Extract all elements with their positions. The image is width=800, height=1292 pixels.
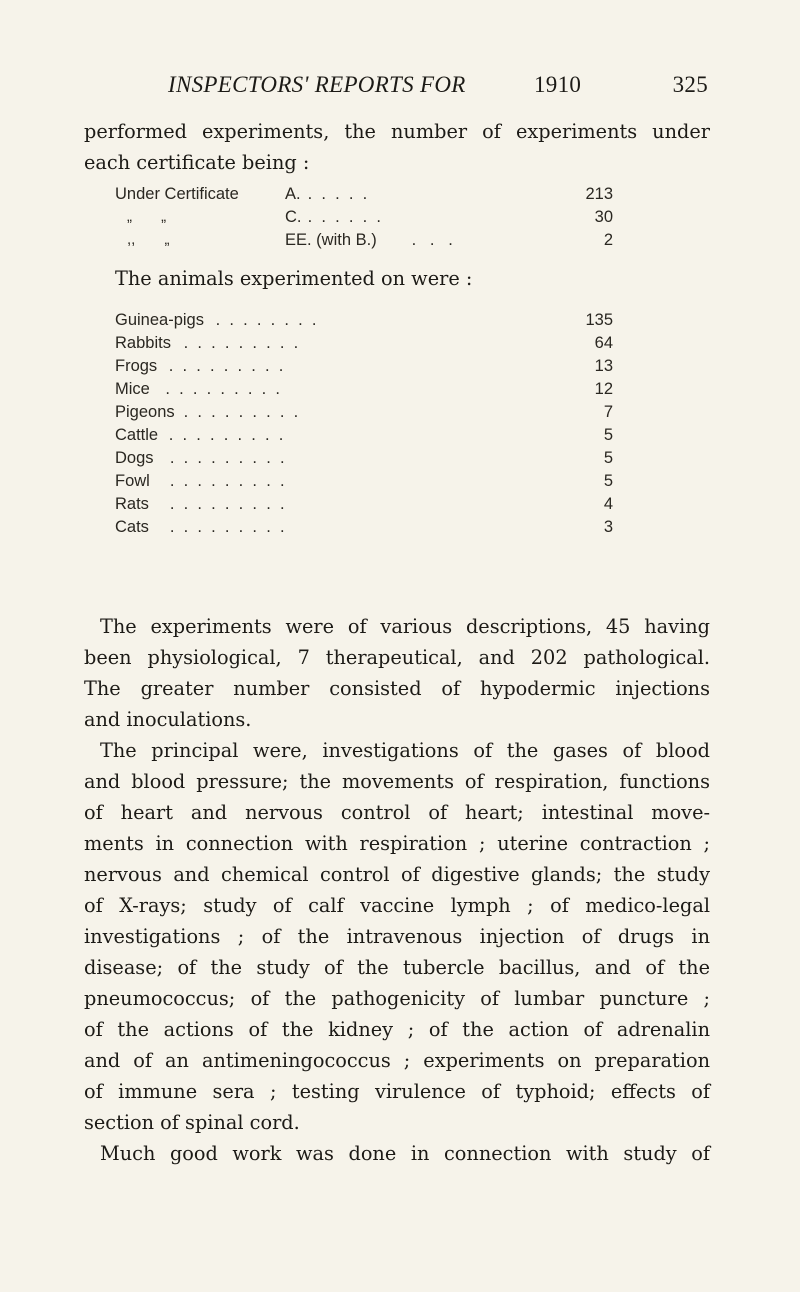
leader-dots: . . . . . . <box>303 208 381 226</box>
animal-count: 64 <box>594 334 613 352</box>
animal-row <box>115 403 613 426</box>
certificate-table <box>115 185 613 254</box>
leader-dots: . . . . . . . . . <box>147 495 285 513</box>
paragraph-line: The principal were, investigations of the gases of blood <box>100 739 710 762</box>
certificate-count: 30 <box>594 208 613 226</box>
animal-name: Rabbits <box>115 334 171 352</box>
certificate-count: 2 <box>603 231 613 249</box>
paragraph-line: section of spinal cord. <box>84 1111 300 1134</box>
animal-row <box>115 426 613 449</box>
animals-heading: The animals experimented on were : <box>115 267 473 290</box>
animal-row <box>115 518 613 541</box>
paragraph-line: of the actions of the kidney ; of the action of adrenalin <box>84 1018 710 1041</box>
ditto-marks: „ „ <box>127 208 167 225</box>
paragraph-line: and inoculations. <box>84 708 252 731</box>
animal-name: Mice <box>115 380 150 398</box>
animal-count: 135 <box>585 311 613 329</box>
header-year: 1910 <box>534 72 582 97</box>
animal-count: 3 <box>603 518 613 536</box>
leader-dots: . . . . . . . . <box>211 311 317 329</box>
running-header <box>168 72 708 108</box>
animal-name: Rats <box>115 495 149 513</box>
animal-name: Cats <box>115 518 149 536</box>
animal-count: 12 <box>594 380 613 398</box>
paragraph-line: of immune sera ; testing virulence of typhoid; effects of <box>84 1080 710 1103</box>
paragraph-line: nervous and chemical control of digestive glands; the study <box>84 863 710 886</box>
certificate-label: C. <box>285 208 302 226</box>
intro-line-1: performed experiments, the number of experiments under <box>84 120 710 143</box>
animal-row <box>115 449 613 472</box>
animal-count: 7 <box>603 403 613 421</box>
animal-count: 13 <box>594 357 613 375</box>
paragraph-line: disease; of the study of the tubercle bacillus, and of the <box>84 956 710 979</box>
animal-name: Pigeons <box>115 403 175 421</box>
paragraph-line: been physiological, 7 therapeutical, and 202 pathological. <box>84 646 710 669</box>
leader-dots: . . . . . . . . . <box>179 334 299 352</box>
certificate-row <box>115 231 613 254</box>
leader-dots: . . . . . . . . . <box>179 403 299 421</box>
leader-dots: . . . . . . . . . <box>147 449 285 467</box>
paragraph-line: and blood pressure; the movements of respiration, functions <box>84 770 710 793</box>
paragraph-line: Much good work was done in connection with study of <box>100 1142 710 1165</box>
leader-dots: . . . . . <box>303 185 368 203</box>
animal-name: Fowl <box>115 472 150 490</box>
paragraph-line: of X-rays; study of calf vaccine lymph ; of medico-legal <box>84 894 710 917</box>
animal-row <box>115 472 613 495</box>
leader-dots: . . . . . . . . . <box>147 472 285 490</box>
animal-count: 5 <box>603 472 613 490</box>
certificate-prefix: Under Certificate <box>115 185 239 203</box>
paragraph-line: investigations ; of the intravenous injection of drugs in <box>84 925 710 948</box>
animal-row <box>115 357 613 380</box>
leader-dots: . . . <box>407 231 453 249</box>
running-title: INSPECTORS' REPORTS FOR <box>168 72 466 97</box>
animal-name: Cattle <box>115 426 159 444</box>
leader-dots: . . . . . . . . . <box>155 426 284 444</box>
animal-row <box>115 495 613 518</box>
paragraph-line: of heart and nervous control of heart; intestinal move- <box>84 801 710 824</box>
animals-table <box>115 311 613 541</box>
ditto-marks: ,, „ <box>127 231 170 248</box>
page-number: 325 <box>672 72 708 97</box>
animal-count: 5 <box>603 426 613 444</box>
intro-line-2: each certificate being : <box>84 151 310 174</box>
certificate-label: A. <box>285 185 301 203</box>
animal-row <box>115 380 613 403</box>
paragraph-line: The greater number consisted of hypodermic injections <box>84 677 710 700</box>
leader-dots: . . . . . . . . . <box>155 357 284 375</box>
paragraph-line: and of an antimeningococcus ; experiments on preparation <box>84 1049 710 1072</box>
paragraph-line: The experiments were of various descriptions, 45 having <box>100 615 710 638</box>
animal-row <box>115 311 613 334</box>
paragraph-line: ments in connection with respiration ; uterine contraction ; <box>84 832 710 855</box>
animal-name: Guinea-pigs <box>115 311 204 329</box>
animal-count: 5 <box>603 449 613 467</box>
certificate-label: EE. (with B.) <box>285 231 377 249</box>
certificate-row <box>115 208 613 231</box>
animal-name: Frogs <box>115 357 158 375</box>
paragraph-line: pneumococcus; of the pathogenicity of lumbar puncture ; <box>84 987 710 1010</box>
leader-dots: . . . . . . . . . <box>147 380 280 398</box>
certificate-count: 213 <box>585 185 613 203</box>
animal-name: Dogs <box>115 449 154 467</box>
certificate-row <box>115 185 613 208</box>
animal-count: 4 <box>603 495 613 513</box>
leader-dots: . . . . . . . . . <box>147 518 285 536</box>
animal-row <box>115 334 613 357</box>
